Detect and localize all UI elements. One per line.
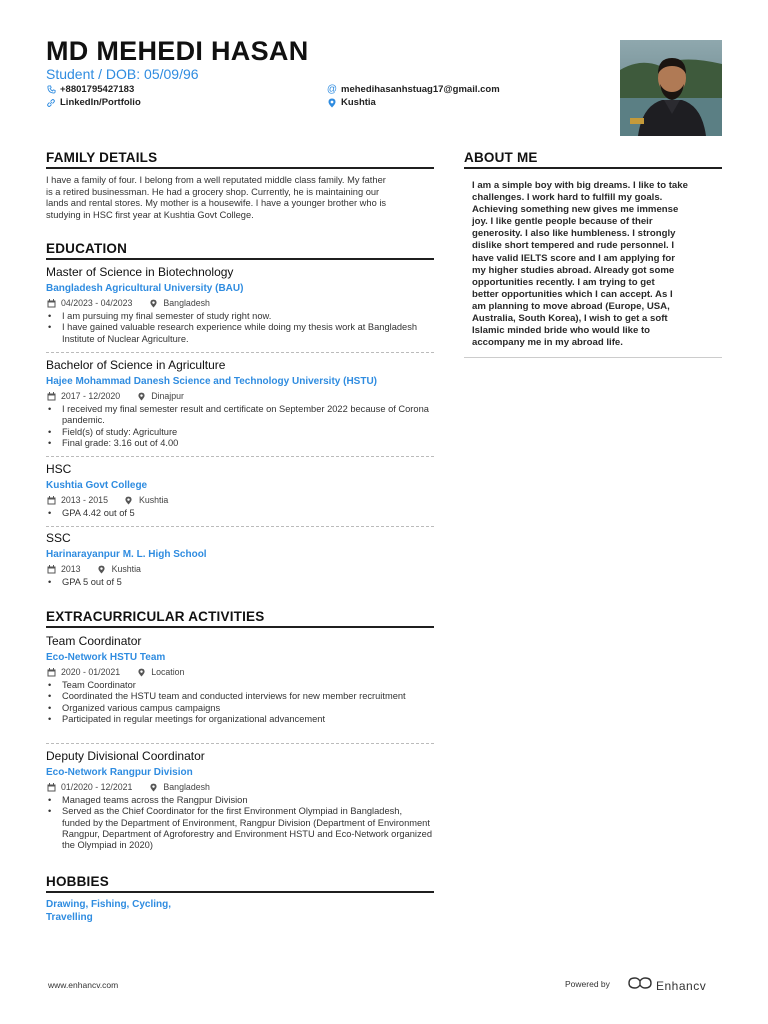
location-contact <box>327 97 376 108</box>
education-dates: 2013 <box>61 564 81 574</box>
education-bullets <box>46 508 432 519</box>
hobbies-line: Travelling <box>46 912 93 923</box>
activity-org: Eco-Network HSTU Team <box>46 652 166 663</box>
footer-url-link[interactable]: www.enhancv.com <box>48 980 119 990</box>
list-item: • Final grade: 3.16 out of 4.00 <box>46 438 432 449</box>
extracurricular-section-title: EXTRACURRICULAR ACTIVITIES <box>46 609 265 624</box>
activity-meta <box>46 782 210 792</box>
links-contact[interactable] <box>46 97 141 108</box>
email-contact[interactable] <box>327 84 500 95</box>
about-line: better opportunities which I can accept. As I <box>472 288 673 300</box>
calendar-icon <box>46 667 56 677</box>
family-line: I have a family of four. I belong from a well reputated middle class family. My father <box>46 175 386 185</box>
brand-name: Enhancv <box>656 978 707 993</box>
family-line: lands and rental stores. My mother is a housewife. I have a younger brother who is <box>46 198 387 208</box>
family-line: is a retired businessman. He had a grocery shop. Currently, he is maintaining our <box>46 186 380 197</box>
about-section-rule <box>464 167 722 169</box>
list-item: • GPA 4.42 out of 5 <box>46 508 432 519</box>
hobbies-line: Drawing, Fishing, Cycling, <box>46 899 172 910</box>
email-address[interactable]: mehedihasanhstuag17@gmail.com <box>341 84 500 95</box>
family-paragraph <box>46 175 438 221</box>
education-degree: HSC <box>46 462 72 476</box>
location-pin-icon <box>136 391 146 401</box>
calendar-icon <box>46 782 56 792</box>
education-meta <box>46 391 184 401</box>
activity-bullets <box>46 795 432 851</box>
activity-dates: 2020 - 01/2021 <box>61 667 121 677</box>
list-item: • Served as the Chief Coordinator for the first Environment Olympiad in Bangladesh, funded by the Department of Environment, Rangpur Division (Department of Environment Rangpur, Department of Agroforestry and Environment HSTU and Eco-Network organized the Olympiad in 2020) <box>46 806 432 851</box>
education-school: Hajee Mohammad Danesh Science and Technology University (HSTU) <box>46 376 378 387</box>
education-dates: 2013 - 2015 <box>61 495 108 505</box>
about-line: am planning to move abroad (Europe, USA, <box>472 300 670 312</box>
link-icon <box>46 98 56 108</box>
candidate-subtitle: Student / DOB: 05/09/96 <box>46 66 199 82</box>
extracurricular-section-rule <box>46 626 434 628</box>
about-line: dislike short tempered and rude personnel. I <box>472 240 675 252</box>
about-line: have valid IELTS score and I am applying for <box>472 252 675 264</box>
at-icon: @ <box>326 84 338 95</box>
education-section-title: EDUCATION <box>46 241 128 256</box>
education-meta <box>46 298 210 308</box>
list-item: • Organized various campus campaigns <box>46 703 432 714</box>
location-pin-icon <box>327 98 337 108</box>
calendar-icon <box>46 495 56 505</box>
about-line: challenges. I work hard to fulfill my goals. <box>472 192 663 204</box>
education-location: Kushtia <box>138 495 169 505</box>
education-dates: 2017 - 12/2020 <box>61 391 121 401</box>
education-school: Kushtia Govt College <box>46 480 148 491</box>
activity-org: Eco-Network Rangpur Division <box>46 767 193 778</box>
about-line: Islamic minded bride who would like to <box>472 325 651 337</box>
calendar-icon <box>46 298 56 308</box>
education-bullets <box>46 577 432 588</box>
education-degree: SSC <box>46 531 71 545</box>
activity-location: Location <box>151 667 185 677</box>
calendar-icon <box>46 391 56 401</box>
hobbies-section-rule <box>46 891 434 893</box>
family-section-rule <box>46 167 434 169</box>
list-item: • Managed teams across the Rangpur Division <box>46 795 432 806</box>
list-item: • I have gained valuable research experience while doing my thesis work at Bangladesh Institute of Nuclear Agriculture. <box>46 322 432 345</box>
about-line: my higher studies abroad. Already got some <box>472 264 675 276</box>
location-pin-icon <box>148 782 158 792</box>
about-section-title: ABOUT ME <box>464 150 538 165</box>
phone-icon <box>46 85 56 95</box>
location-pin-icon <box>136 667 146 677</box>
entry-divider <box>46 743 434 744</box>
list-item: • I received my final semester result and certificate on September 2022 because of Corona pandemic. <box>46 404 432 427</box>
location-pin-icon <box>148 298 158 308</box>
about-line: opportunities recently. I am trying to get <box>472 276 655 288</box>
entry-divider <box>46 526 434 527</box>
about-line: Australia, South Korea), I wish to get a soft <box>472 313 668 325</box>
education-school: Harinarayanpur M. L. High School <box>46 549 207 560</box>
phone-number: +8801795427183 <box>60 84 135 95</box>
brand-logo[interactable] <box>628 976 706 995</box>
about-line: generosity. I also like humbleness. I strongly <box>472 228 676 240</box>
calendar-icon <box>46 564 56 574</box>
list-item: • Field(s) of study: Agriculture <box>46 427 432 438</box>
list-item: • Team Coordinator <box>46 680 432 691</box>
family-line: studying in HSC first year at Kushtia Govt College. <box>46 209 254 220</box>
list-item: • GPA 5 out of 5 <box>46 577 432 588</box>
education-school: Bangladesh Agricultural University (BAU) <box>46 283 244 294</box>
activity-location: Bangladesh <box>163 782 210 792</box>
education-meta <box>46 564 141 574</box>
entry-divider <box>46 456 434 457</box>
about-line: I am a simple boy with big dreams. I like to take <box>472 180 688 191</box>
about-paragraph <box>464 174 722 358</box>
location-pin-icon <box>124 495 134 505</box>
list-item: • Participated in regular meetings for organizational advancement <box>46 714 432 725</box>
education-degree: Bachelor of Science in Agriculture <box>46 358 226 372</box>
activity-dates: 01/2020 - 12/2021 <box>61 782 133 792</box>
about-line: Achieving something new gives me immense <box>472 204 679 216</box>
activity-role: Deputy Divisional Coordinator <box>46 749 205 763</box>
hobbies-section-title: HOBBIES <box>46 874 109 889</box>
list-item: • I am pursuing my final semester of study right now. <box>46 311 432 322</box>
list-item: • Coordinated the HSTU team and conducted interviews for new member recruitment <box>46 691 432 702</box>
about-line: accompany me in my abroad life. <box>472 337 623 349</box>
education-meta <box>46 495 168 505</box>
education-location: Bangladesh <box>163 298 210 308</box>
links-text[interactable]: LinkedIn/Portfolio <box>60 97 141 108</box>
activity-bullets <box>46 680 432 725</box>
education-section-rule <box>46 258 434 260</box>
location-pin-icon <box>97 564 107 574</box>
education-location: Kushtia <box>111 564 141 574</box>
powered-by-label: Powered by <box>565 979 610 989</box>
candidate-name: MD MEHEDI HASAN <box>46 36 309 66</box>
profile-photo <box>620 40 722 136</box>
education-bullets <box>46 311 432 345</box>
education-bullets <box>46 404 432 449</box>
education-dates: 04/2023 - 04/2023 <box>61 298 133 308</box>
family-section-title: FAMILY DETAILS <box>46 150 158 165</box>
phone-contact <box>46 84 134 95</box>
entry-divider <box>46 352 434 353</box>
education-location: Dinajpur <box>151 391 184 401</box>
education-degree: Master of Science in Biotechnology <box>46 265 234 279</box>
about-line: joy. I like gentle people because of their <box>472 216 653 228</box>
hobbies-list <box>46 898 171 924</box>
enhancv-logo-icon <box>628 976 652 995</box>
location-text: Kushtia <box>341 97 376 108</box>
activity-meta <box>46 667 184 677</box>
activity-role: Team Coordinator <box>46 634 142 648</box>
